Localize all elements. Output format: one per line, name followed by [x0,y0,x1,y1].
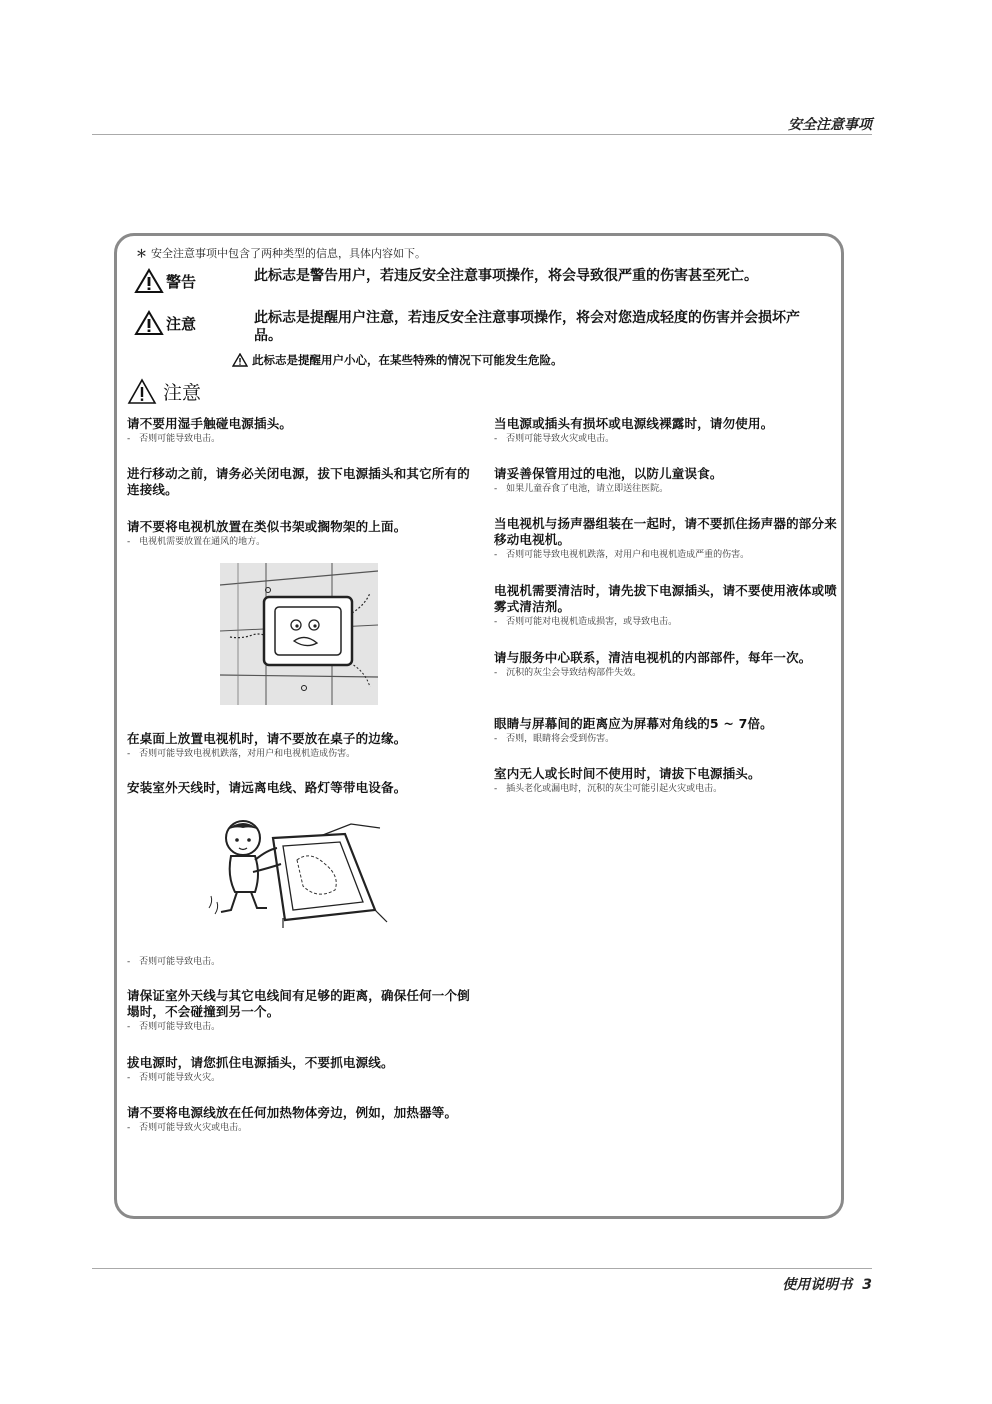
item-title: 请与服务中心联系，清洁电视机的内部部件，每年一次。 [494,650,812,665]
item-title: 室内无人或长时间不使用时，请拔下电源插头。 [494,766,761,781]
warning-label: 警告 [166,272,197,291]
item-desc: - 否则可能导致电击。 [127,433,477,445]
caution-label: 注意 [166,314,197,333]
item-desc: - 否则可能导致电击。 [127,1021,477,1033]
section-caution-icon [127,378,157,405]
item-desc: - 否则可能导致火灾或电击。 [494,433,842,445]
list-item [127,780,477,796]
warning-symbol [134,268,196,294]
list-item [494,650,842,679]
list-item [127,731,477,760]
list-item [127,466,477,498]
list-item [494,716,842,745]
list-item [494,416,842,445]
item-title: 进行移动之前，请务必关闭电源，拔下电源插头和其它所有的连接线。 [127,466,470,497]
item-title: 请妥善保管用过的电池，以防儿童误食。 [494,466,723,481]
item-desc: - 电视机需要放置在通风的地方。 [127,536,477,548]
page-number: 3 [862,1277,872,1293]
warning-description: 此标志是警告用户，若违反安全注意事项操作，将会导致很严重的伤害甚至死亡。 [254,268,758,284]
item-desc: - 沉积的灰尘会导致结构部件失效。 [494,667,842,679]
item-title: 请保证室外天线与其它电线间有足够的距离，确保任何一个倒塌时，不会碰撞到另一个。 [127,988,470,1019]
antenna-note: - 否则可能导致电击。 [127,954,220,967]
footer-divider [92,1268,872,1269]
item-title: 在桌面上放置电视机时，请不要放在桌子的边缘。 [127,731,407,746]
star-marker: ＊ [136,247,147,260]
warning-triangle-icon [134,268,164,294]
page-footer [782,1274,872,1294]
item-desc: - 插头老化或漏电时，沉积的灰尘可能引起火灾或电击。 [494,783,842,795]
list-item [127,1105,477,1134]
section-title-text: 注意 [163,382,202,404]
list-item [127,416,477,445]
item-title: 当电视机与扬声器组装在一起时，请不要抓住扬声器的部分来移动电视机。 [494,516,837,547]
item-title: 安装室外天线时，请远离电线、路灯等带电设备。 [127,780,407,795]
falling-tv-illustration [205,820,390,930]
section-title [127,378,201,405]
item-title: 当电源或插头有损坏或电源线裸露时，请勿使用。 [494,416,774,431]
small-warning-icon [232,353,248,367]
item-desc: - 否则可能导致火灾。 [127,1072,477,1084]
item-title: 拔电源时，请您抓住电源插头，不要抓电源线。 [127,1055,394,1070]
tv-shelf-illustration [220,563,378,705]
item-desc: - 否则可能导致电视机跌落，对用户和电视机造成严重的伤害。 [494,549,842,561]
item-title: 眼睛与屏幕间的距离应为屏幕对角线的5 ~ 7倍。 [494,716,773,731]
small-warning-text: 此标志是提醒用户小心，在某些特殊的情况下可能发生危险。 [252,353,563,367]
item-title: 请不要用湿手触碰电源插头。 [127,416,293,431]
intro-text: 安全注意事项中包含了两种类型的信息，具体内容如下。 [151,247,426,260]
caution-symbol [134,310,196,336]
item-title: 请不要将电视机放置在类似书架或搁物架的上面。 [127,519,407,534]
caution-triangle-icon [134,310,164,336]
item-title: 请不要将电源线放在任何加热物体旁边，例如，加热器等。 [127,1105,458,1120]
small-warning-note [232,352,563,368]
page-header-title: 安全注意事项 [788,117,872,133]
list-item [494,516,842,561]
item-desc: - 如果儿童吞食了电池，请立即送往医院。 [494,483,842,495]
list-item [127,1055,477,1084]
list-item [127,519,477,548]
item-desc: - 否则可能对电视机造成损害，或导致电击。 [494,616,842,628]
list-item [494,766,842,795]
caution-description: 此标志是提醒用户注意，若违反安全注意事项操作，将会对您造成轻度的伤害并会损坏产品。 [254,310,800,344]
intro-line [136,245,426,261]
list-item [127,988,477,1033]
item-desc: - 否则，眼睛将会受到伤害。 [494,733,842,745]
footer-label: 使用说明书 [782,1277,853,1293]
item-desc: - 否则可能导致火灾或电击。 [127,1122,477,1134]
item-desc: - 否则可能导致电视机跌落，对用户和电视机造成伤害。 [127,748,477,760]
list-item [494,583,842,628]
header-divider [92,134,872,135]
item-title: 电视机需要清洁时，请先拔下电源插头，请不要使用液体或喷雾式清洁剂。 [494,583,837,614]
list-item [494,466,842,495]
